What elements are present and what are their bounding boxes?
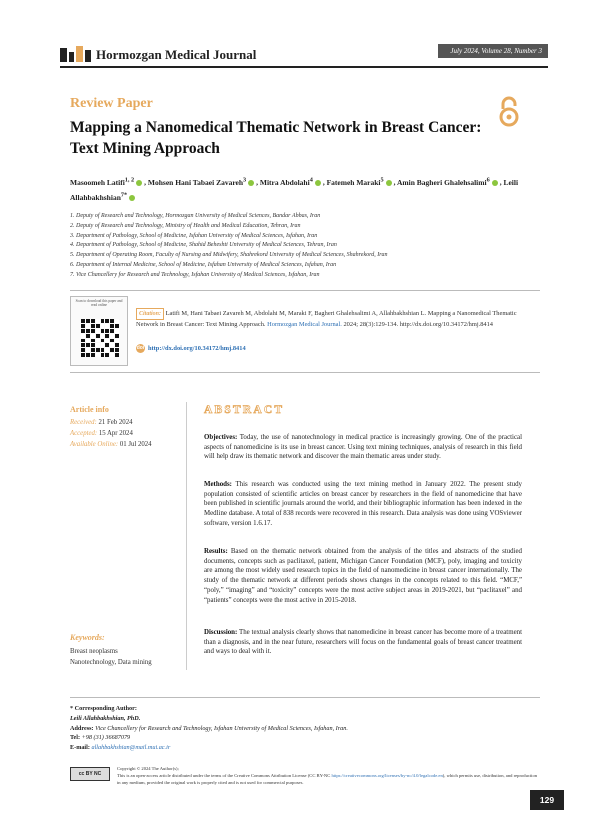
abstract-results: Results: Based on the thematic network obtained from the analysis of the titles and abstracts of the studied documents, concepts such as paclitaxel, patient, Michigan Cancer Foundation (MCF), poly, imaging and toxicity are among the most widely used research topics in the field of nanomedicine in breast cancer internationally. The study of the thematic network at different periods shows changes in the concepts related to this field. “MCF,” “poly,” “imaging” and “toxicity” concepts were the most active subject areas in 2019-2021, but “paclitaxel” and “patients” concepts were the most active in 2015-2018. bbox=[204, 548, 522, 604]
qr-code-box[interactable] bbox=[70, 296, 128, 366]
citation-text: Latifi M, Hani Tabaei Zavareh M, Abdolahi M, Maraki F, Bagheri Ghalehsalimi A, Allahbakhshian L. Mapping a Nanomedical Thematic Network in Breast Cancer: Text Mining Approach. bbox=[136, 310, 517, 328]
accepted-date: 15 Apr 2024 bbox=[98, 430, 133, 437]
divider bbox=[70, 697, 540, 698]
corr-name: Leili Allahbakhshian, PhD. bbox=[70, 714, 141, 722]
license-text: Copyright © 2024 The Author(s); This is an open-access article distributed under the terms of the Creative Commons Attribution License (CC BY-NC https://creativecommons.org/licenses/by-nc/4.0/legalcode.en), which permits use, distribution, and reproduction in any medium, provided the original work is properly cited and is not used for commercial purposes. bbox=[117, 766, 538, 785]
online-date: 01 Jul 2024 bbox=[119, 441, 152, 448]
article-info-heading: Article info bbox=[70, 405, 109, 414]
citation-journal[interactable]: Hormozgan Medical Journal. bbox=[267, 321, 342, 328]
article-info: Received: 21 Feb 2024 Accepted: 15 Apr 2024 Available Online: 01 Jul 2024 bbox=[70, 419, 152, 448]
corr-tel: +98 (31) 36687079 bbox=[81, 734, 131, 742]
doi-icon: doi bbox=[136, 345, 145, 351]
orcid-icon[interactable] bbox=[136, 180, 142, 186]
affiliation: 5. Department of Operating Room, Faculty of Nursing and Midwifery, Shahrekord University of Medical Sciences, Shahrekord, Iran bbox=[70, 252, 388, 259]
orcid-icon[interactable] bbox=[386, 180, 392, 186]
cc-license-icon[interactable]: cc BY NC bbox=[70, 767, 110, 781]
journal-logo-icon bbox=[60, 46, 91, 62]
page-number: 129 bbox=[530, 790, 564, 810]
author: Fatemeh Maraki$^5$ bbox=[326, 176, 384, 187]
doi-link[interactable] bbox=[136, 344, 246, 353]
paper-title: Mapping a Nanomedical Thematic Network in Breast Cancer: Text Mining Approach bbox=[70, 119, 482, 157]
divider bbox=[70, 372, 540, 373]
corr-address: Vice Chancellery for Research and Technology, Isfahan University of Medical Sciences, Isfahan, Iran. bbox=[95, 724, 348, 732]
author: Mohsen Hani Tabaei Zavareh$^3$ bbox=[147, 176, 247, 187]
orcid-icon[interactable] bbox=[492, 180, 498, 186]
corresponding-author: * Corresponding Author: Leili Allahbakhshian, PhD. Address: Vice Chancellery for Research and Technology, Isfahan University of Medical Sciences, Isfahan, Iran. Tel: +98 (31) 36687079 E-mail: allahbakhshian@mail.mui.ac.ir bbox=[70, 704, 540, 753]
author: Mitra Abdolahi$^4$ bbox=[259, 176, 313, 187]
column-divider bbox=[186, 402, 187, 670]
journal-name: Hormozgan Medical Journal bbox=[96, 47, 257, 62]
corr-email[interactable]: allahbakhshian@mail.mui.ac.ir bbox=[91, 744, 171, 752]
received-date: 21 Feb 2024 bbox=[98, 419, 133, 426]
affiliation-list bbox=[70, 212, 540, 281]
header-divider bbox=[60, 66, 548, 68]
abstract-heading: ABSTRACT bbox=[204, 404, 285, 416]
qr-caption: Scan to download this paper and read online bbox=[75, 299, 123, 308]
affiliation: 4. Department of Pathology, School of Medicine, Shahid Beheshti University of Medical Sciences, Tehran, Iran bbox=[70, 242, 337, 249]
orcid-icon[interactable] bbox=[129, 195, 135, 201]
keywords-list bbox=[70, 646, 152, 668]
article-type: Review Paper bbox=[70, 96, 153, 111]
author-list: Masoomeh Latifi$^{1, 2}$ , Mohsen Hani Tabaei Zavareh$^3$ , Mitra Abdolahi$^4$ , Fatemeh Maraki$^5$ , Amin Bagheri Ghalehsalimi$^6$ , Leili Allahbakhshian$^{7*}$ bbox=[70, 176, 519, 202]
orcid-icon[interactable] bbox=[248, 180, 254, 186]
author: Masoomeh Latifi$^{1, 2}$ bbox=[70, 176, 135, 187]
orcid-icon[interactable] bbox=[315, 180, 321, 186]
abstract-objectives: Objectives: Today, the use of nanotechnology in medical practice is increasingly growing. One of the practical aspects of nanomedicine is its use in breast cancer. Using text mining techniques, analysis of research in this field will help draw its thematic network and discover the main thematic areas under study. bbox=[204, 434, 523, 461]
affiliation: 1. Deputy of Research and Technology, Hormozgan University of Medical Sciences, Bandar Abbas, Iran bbox=[70, 213, 321, 219]
citation bbox=[136, 308, 540, 330]
open-access-icon bbox=[498, 96, 520, 128]
affiliation: 6. Department of Internal Medicine, School of Medicine, Isfahan University of Medical Sciences, Isfahan, Iran bbox=[70, 261, 337, 268]
abstract-methods: Methods: This research was conducted using the text mining method in January 2022. The present study population consisted of scientific articles on breast cancer by researchers in the field of nanomedicine that have been published in scientific journals around the world, and their bibliographic information has been indexed in the Medline database. A total of 838 records were recovered in this research. Data analysis was done using VOSviewer software, version 1.6.17. bbox=[204, 481, 522, 527]
citation-tail: 2024; 28(3):129-134. http://dx.doi.org/10.34172/hmj.8414 bbox=[343, 321, 493, 328]
abstract-discussion: Discussion: The textual analysis clearly shows that nanomedicine in breast cancer has become more of a treatment than a diagnosis, and in the near future, researchers will focus on the fundamental goals of breast cancer treatment and ways to deal with it. bbox=[204, 629, 522, 656]
affiliation: 3. Department of Pathology, School of Medicine, Isfahan University of Medical Sciences, Isfahan, Iran bbox=[70, 232, 318, 239]
keywords-heading: Keywords: bbox=[70, 633, 105, 642]
keyword: Breast neoplasms bbox=[70, 648, 118, 655]
license-url[interactable]: https://creativecommons.org/licenses/by-nc/4.0/legalcode.en bbox=[331, 773, 443, 778]
journal-header bbox=[60, 44, 548, 68]
divider bbox=[70, 290, 540, 291]
keyword: Nanotechnology, Data mining bbox=[70, 659, 152, 666]
corr-heading: * Corresponding Author: bbox=[70, 705, 137, 712]
author: Amin Bagheri Ghalehsalimi$^6$ bbox=[397, 176, 490, 187]
affiliation: 7. Vice Chancellery for Research and Technology, Isfahan University of Medical Sciences, Isfahan, Iran bbox=[70, 271, 320, 278]
issue-badge: July 2024, Volume 28, Number 3 bbox=[438, 44, 548, 58]
qr-code-icon bbox=[81, 319, 119, 357]
doi-url[interactable]: http://dx.doi.org/10.34172/hmj.8414 bbox=[148, 345, 246, 352]
affiliation: 2. Deputy of Research and Technology, Ministry of Health and Medical Education, Tehran, Iran bbox=[70, 222, 301, 229]
citation-label: Citation: bbox=[136, 308, 164, 320]
author: Leili Allahbakhshian$^{7*}$ bbox=[70, 177, 519, 202]
